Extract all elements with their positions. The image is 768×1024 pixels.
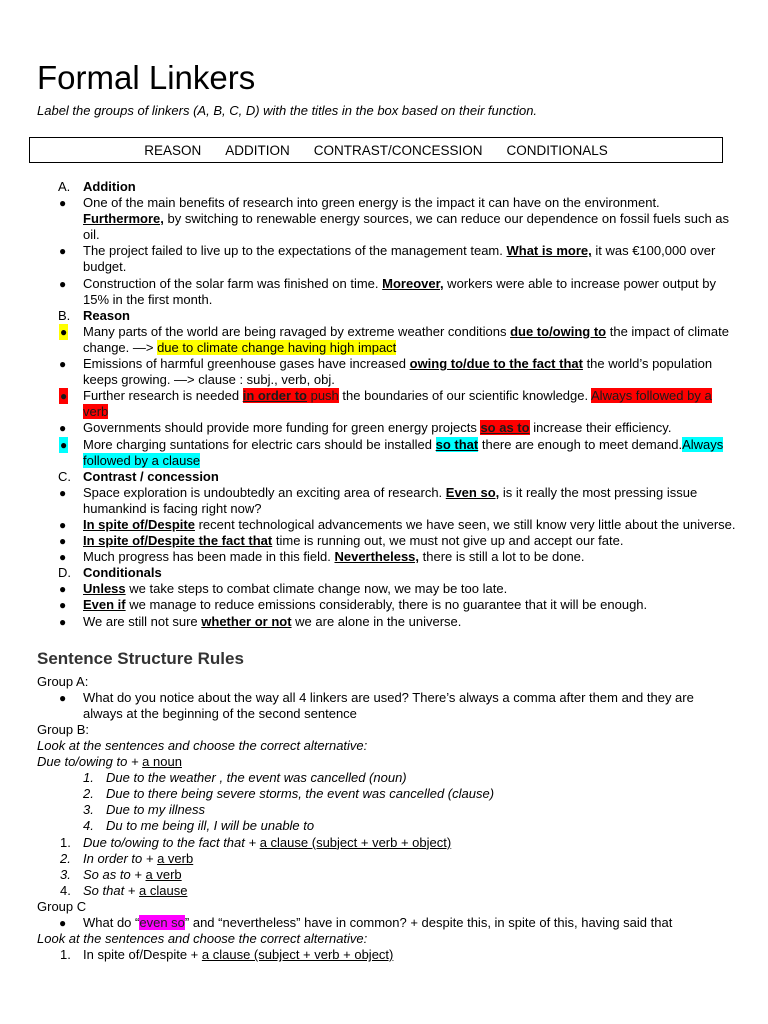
title-option-addition: ADDITION [225, 142, 290, 158]
example-item: 2. Due to there being severe storms, the event was cancelled (clause) [83, 786, 495, 802]
bullet-icon: ● [59, 614, 67, 629]
example-item: 1. Due to the weather , the event was cancelled (noun) [83, 770, 407, 786]
bullet-icon: ● [59, 534, 67, 549]
section-heading-a: A. Addition [58, 179, 136, 194]
list-item: ● Further research is needed in order to push the boundaries of our scientific knowledge. Always followed by a verb [60, 388, 712, 420]
bullet-icon: ● [59, 357, 67, 372]
bullet-icon: ● [59, 244, 67, 259]
rule-item: 3. So as to + a verb [60, 866, 182, 882]
example-item: 4. Du to me being ill, I will be unable to [83, 818, 315, 834]
bullet-icon: ● [59, 276, 67, 291]
section-heading-c: C. Contrast / concession [58, 468, 219, 484]
rules-heading: Sentence Structure Rules [37, 648, 244, 668]
bullet-icon: ● [59, 517, 67, 532]
group-b-prompt: Look at the sentences and choose the correct alternative: [37, 738, 368, 753]
list-item: ● Even if we manage to reduce emissions considerably, there is no guarantee that it will be enough. [59, 597, 648, 613]
rule-item: 2. In order to + a verb [60, 850, 194, 866]
due-to-rule: Due to/owing to + a noun [37, 754, 182, 770]
linker-groups [0, 179, 768, 963]
title-option-conditionals: CONDITIONALS [506, 142, 608, 158]
list-item: ● The project failed to live up to the expectations of the management team. What is more, it was €100,000 over budget. [59, 243, 716, 275]
bullet-icon: ● [59, 598, 67, 613]
bullet-icon: ● [59, 582, 67, 597]
list-item: ● Emissions of harmful greenhouse gases have increased owing to/due to the fact that the world’s population keeps growing. —> clause : subj., verb, obj. [59, 356, 713, 388]
bullet-icon: ● [60, 389, 68, 404]
bullet-icon: ● [60, 437, 68, 452]
list-item: ● Many parts of the world are being ravaged by extreme weather conditions due to/owing to the impact of climate change. —> due to climate change having high impact [60, 323, 729, 355]
list-item: ● Much progress has been made in this field. Nevertheless, there is still a lot to be done. [59, 549, 585, 565]
title-option-reason: REASON [144, 142, 202, 158]
rule-item: 4. So that + a clause [60, 882, 188, 898]
list-item: ● What do you notice about the way all 4 linkers are used? There’s always a comma after them and they are always at the beginning of the second sentence [59, 689, 694, 721]
group-a-label: Group A: [37, 673, 89, 689]
group-b-label: Group B: [37, 721, 90, 737]
list-item: ● One of the main benefits of research into green energy is the impact it can have on the environment. Furthermore, by switching to renewable energy sources, we can reduce our dependence on fossil fuels such as oil. [59, 195, 730, 243]
bullet-icon: ● [59, 196, 67, 211]
list-item: ● What do “even so” and “nevertheless” have in common? + despite this, in spite of this, having said that [59, 915, 673, 931]
list-item: ● In spite of/Despite the fact that time is running out, we must not give up and accept our fate. [59, 533, 624, 549]
titles-box [29, 137, 723, 163]
bullet-icon: ● [59, 550, 67, 565]
rule-item: 1. In spite of/Despite + a clause (subject + verb + object) [60, 947, 394, 963]
page-title: Formal Linkers [37, 59, 256, 96]
list-item: ● Unless we take steps to combat climate change now, we may be too late. [59, 581, 508, 597]
instruction-text: Label the groups of linkers (A, B, C, D) with the titles in the box based on their function. [37, 103, 538, 118]
bullet-icon: ● [60, 324, 68, 339]
list-item: ● Construction of the solar farm was finished on time. Moreover, workers were able to increase power output by 15% in the first month. [59, 275, 716, 307]
bullet-icon: ● [59, 485, 67, 500]
group-c-label: Group C [37, 898, 87, 914]
bullet-icon: ● [59, 916, 67, 931]
group-c-prompt: Look at the sentences and choose the correct alternative: [37, 931, 368, 947]
list-item: ● Space exploration is undoubtedly an exciting area of research. Even so, is it really the most pressing issue humankind is facing right now? [59, 484, 698, 516]
highlight-note: Always followed by a verb [83, 388, 712, 420]
rule-item: 1. Due to/owing to the fact that + a clause (subject + verb + object) [60, 834, 452, 850]
bullet-icon: ● [59, 421, 67, 436]
list-item: ● More charging suntations for electric cars should be installed so that there are enough to meet demand.Always followed by a clause [60, 436, 724, 468]
example-item: 3. Due to my illness [83, 802, 205, 818]
section-heading-b: B. Reason [58, 307, 130, 323]
section-heading-d: D. Conditionals [58, 565, 162, 581]
title-option-contrast: CONTRAST/CONCESSION [313, 142, 483, 158]
list-item: ● In spite of/Despite recent technological advancements we have seen, we still know very little about the universe. [59, 516, 736, 532]
highlight-note: Always followed by a clause [83, 436, 724, 468]
highlight-note: due to climate change having high impact [157, 339, 397, 355]
list-item: ● We are still not sure whether or not we are alone in the universe. [59, 613, 462, 629]
bullet-icon: ● [59, 690, 67, 705]
list-item: ● Governments should provide more funding for green energy projects so as to increase their efficiency. [59, 420, 672, 436]
